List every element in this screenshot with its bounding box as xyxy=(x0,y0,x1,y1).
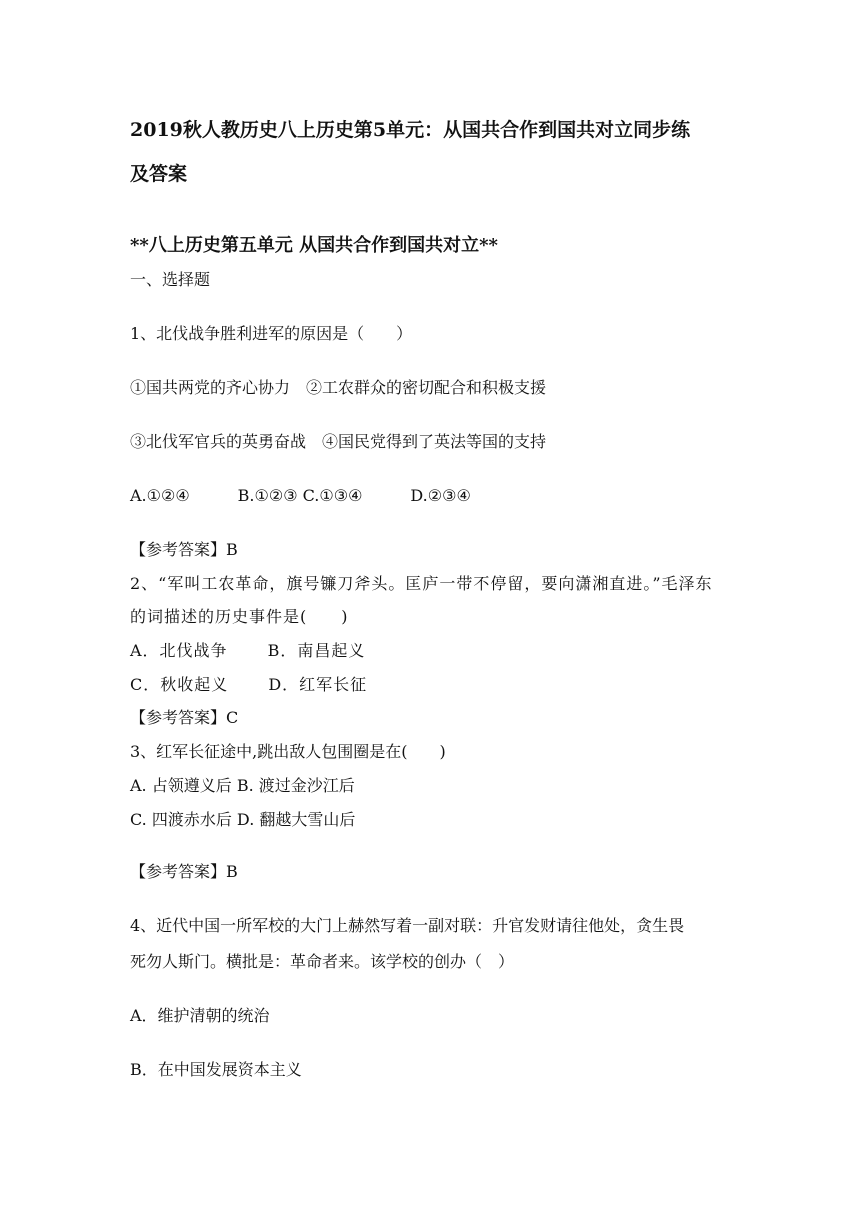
question-1-answer: 【参考答案】B xyxy=(130,540,238,559)
question-1-statement-line-2: ③北伐军官兵的英勇奋战 ④国民党得到了英法等国的支持 xyxy=(130,432,547,451)
unit-subtitle: **八上历史第五单元 从国共合作到国共对立** xyxy=(130,235,498,256)
question-4-stem-line-2: 死勿人斯门。横批是：革命者来。该学校的创办（ ） xyxy=(130,952,515,971)
section-heading: 一、选择题 xyxy=(130,270,211,289)
question-3-stem: 3、红军长征途中,跳出敌人包围圈是在( ) xyxy=(130,742,446,761)
question-4-option-b: B．在中国发展资本主义 xyxy=(130,1060,302,1079)
question-1-options: A.①②④ B.①②③ C.①③④ D.②③④ xyxy=(130,486,471,505)
question-4-stem-line-1: 4、近代中国一所军校的大门上赫然写着一副对联：升官发财请往他处，贪生畏 xyxy=(130,916,685,935)
question-1-statement-line-1: ①国共两党的齐心协力 ②工农群众的密切配合和积极支援 xyxy=(130,378,547,397)
document-title-line-2: 及答案 xyxy=(130,163,188,185)
question-2-answer: 【参考答案】C xyxy=(130,708,239,727)
question-3-answer: 【参考答案】B xyxy=(130,862,238,881)
question-3-options-ab: A. 占领遵义后 B. 渡过金沙江后 xyxy=(130,776,355,795)
question-2-stem-line-2: 的词描述的历史事件是( ) xyxy=(130,607,349,626)
question-2-stem-line-1: 2、“军叫工农革命，旗号镰刀斧头。匡庐一带不停留，要向潇湘直进。”毛泽东 xyxy=(130,574,713,593)
question-2-options-ab: A．北伐战争 B．南昌起义 xyxy=(130,641,366,660)
question-4-option-a: A．维护清朝的统治 xyxy=(130,1006,270,1025)
question-3-options-cd: C. 四渡赤水后 D. 翻越大雪山后 xyxy=(130,810,356,829)
document-title-line-1: 2019秋人教历史八上历史第5单元：从国共合作到国共对立同步练 xyxy=(130,119,691,141)
question-2-options-cd: C．秋收起义 D．红军长征 xyxy=(130,675,368,694)
question-1-stem: 1、北伐战争胜利进军的原因是（ ） xyxy=(130,324,413,343)
